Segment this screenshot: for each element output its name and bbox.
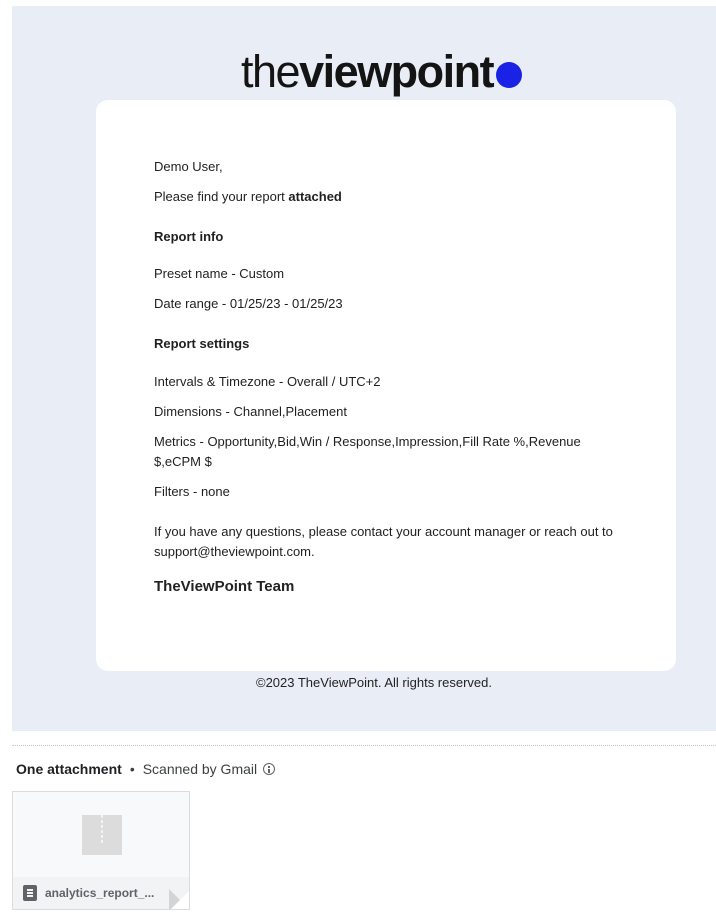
report-info-heading: Report info [154,229,224,244]
copyright-footer: ©2023 TheViewPoint. All rights reserved. [255,675,492,690]
signature: TheViewPoint Team [154,578,295,595]
filters: Filters - none [154,484,230,499]
report-settings-heading: Report settings [154,336,250,351]
attachment-file-bar[interactable] [13,877,189,909]
divider [12,745,716,746]
archive-file-icon [23,885,37,901]
email-card [96,100,676,671]
zip-file-thumbnail-icon [82,815,122,855]
attachments-title: One attachment [16,761,122,777]
intervals-timezone: Intervals & Timezone - Overall / UTC+2 [154,374,381,389]
attachment-file-name[interactable]: analytics_report_... [45,886,155,900]
page-corner-cut [170,890,190,910]
separator-dot: • [129,761,135,777]
metrics: Metrics - Opportunity,Bid,Win / Response,Impression,Fill Rate %,Revenue $,eCPM $ [154,434,581,469]
email-body-background [12,6,716,731]
dimensions: Dimensions - Channel,Placement [154,404,347,419]
attachments-header [16,759,275,779]
info-icon[interactable] [263,763,275,775]
scanned-by-gmail: Scanned by Gmail [142,761,258,777]
preset-name: Preset name - Custom [154,266,285,281]
intro-prefix: Please find your report [154,189,289,204]
logo-text-the: the [241,45,300,97]
intro-text [154,187,342,207]
greeting: Demo User, [154,159,223,174]
logo-text-viewpoint: viewpoint [299,45,494,97]
contact-text: If you have any questions, please contact your account manager or reach out to support@theviewpoint.com. [154,524,613,559]
brand-logo [241,46,522,96]
zip-zipper-icon [101,815,103,843]
date-range: Date range - 01/25/23 - 01/25/23 [154,296,343,311]
logo-dot-icon [496,62,522,88]
intro-emphasis: attached [288,189,342,204]
attachment-card[interactable] [12,791,190,910]
